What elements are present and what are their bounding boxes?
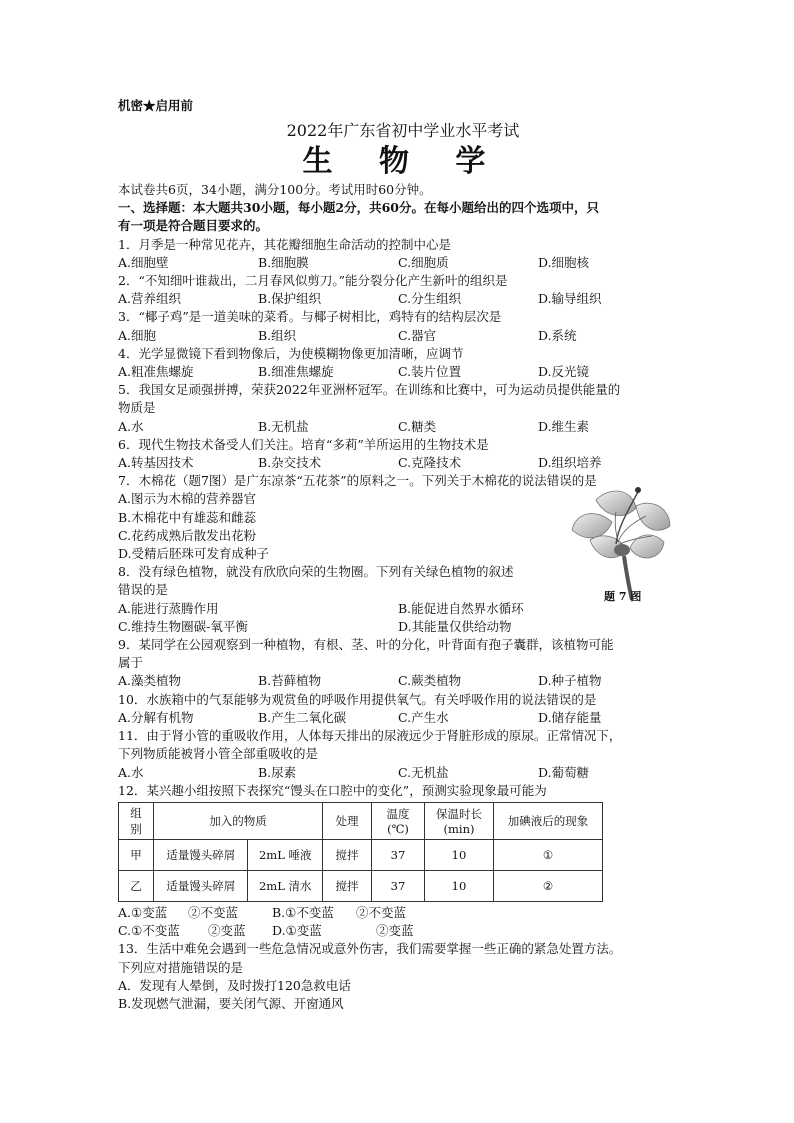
question-8-options-row2 <box>118 618 688 636</box>
option-b: B.①不变蓝 <box>272 904 334 920</box>
question-11-stem: 11．由于肾小管的重吸收作用，人体每天排出的尿液远少于肾脏形成的原尿。正常情况下， <box>118 728 622 744</box>
subject-title: 生 物 学 <box>302 144 504 179</box>
option-b-part2: ②不变蓝 <box>356 904 407 920</box>
table-cell: ② <box>494 870 603 901</box>
question-2-stem: 2．“不知细叶谁裁出，二月春风似剪刀。”能分裂分化产生新叶的组织是 <box>118 273 508 289</box>
option-c: C.器官 <box>398 327 437 343</box>
question-1-stem: 1．月季是一种常见花卉，其花瓣细胞生命活动的控制中心是 <box>118 236 451 252</box>
petal <box>572 514 612 538</box>
experiment-table <box>118 802 603 902</box>
table-cell: 适量馒头碎屑 <box>154 870 248 901</box>
option-d-part2: ②变蓝 <box>376 923 414 939</box>
question-5-stem-cont: 物质是 <box>118 400 156 416</box>
table-cell: ① <box>494 839 603 870</box>
question-11-options <box>118 764 688 782</box>
option-a: A.①变蓝 <box>118 904 168 920</box>
question-5-stem: 5．我国女足顽强拼搏，荣获2022年亚洲杯冠军。在训练和比赛中，可为运动员提供能量的 <box>118 382 621 398</box>
option-b: B.产生二氧化碳 <box>258 709 347 725</box>
question-7-option-c: C.花药成熟后散发出花粉 <box>118 527 257 543</box>
option-c: C.克隆技术 <box>398 455 462 471</box>
question-7-option-b: B.木棉花中有雄蕊和雌蕊 <box>118 509 257 525</box>
option-a: A.转基因技术 <box>118 455 194 471</box>
option-d: D.①变蓝 <box>272 923 322 939</box>
section-heading: 一、选择题：本大题共30小题，每小题2分，共60分。在每小题给出的四个选项中，只 <box>118 200 599 216</box>
option-a: A.细胞壁 <box>118 254 169 270</box>
question-3-options <box>118 327 688 345</box>
option-a: A.粗准焦螺旋 <box>118 364 194 380</box>
question-13-option-a: A．发现有人晕倒，及时拨打120急救电话 <box>118 977 351 993</box>
question-6-stem: 6．现代生物技术备受人们关注。培育“多莉”羊所运用的生物技术是 <box>118 436 489 452</box>
option-d: D.细胞核 <box>538 254 590 270</box>
kapok-flower-illustration <box>566 478 674 604</box>
question-7-option-a: A.图示为木棉的营养器官 <box>118 491 257 507</box>
option-c: C.糖类 <box>398 418 437 434</box>
option-a: A.分解有机物 <box>118 709 194 725</box>
question-13-stem-cont: 下列应对措施错误的是 <box>118 959 244 975</box>
table-header-temperature: 温度 (℃) <box>372 802 425 839</box>
table-header-treatment: 处理 <box>323 802 372 839</box>
question-7-stem: 7．木棉花（题7图）是广东凉茶“五花茶”的原料之一。下列关于木棉花的说法错误的是 <box>118 473 597 489</box>
exam-intro: 本试卷共6页，34小题，满分100分。考试用时60分钟。 <box>118 182 432 197</box>
question-6-options <box>118 454 688 472</box>
petal <box>596 491 636 516</box>
option-c: C.产生水 <box>398 709 449 725</box>
option-b: B.无机盐 <box>258 418 309 434</box>
option-d: D.维生素 <box>538 418 590 434</box>
option-b: B.组织 <box>258 327 297 343</box>
question-10-options <box>118 709 688 727</box>
petal <box>636 503 670 530</box>
option-d: D.葡萄糖 <box>538 764 590 780</box>
option-c: C.细胞质 <box>398 254 449 270</box>
section-heading-cont: 有一项是符合题目要求的。 <box>118 218 269 234</box>
option-c: C.蕨类植物 <box>398 673 462 689</box>
option-d: D.反光镜 <box>538 364 590 380</box>
exam-title: 2022年广东省初中学业水平考试 <box>286 121 520 140</box>
option-c: C.装片位置 <box>398 364 462 380</box>
option-d: D.储存能量 <box>538 709 602 725</box>
table-cell: 适量馒头碎屑 <box>154 839 248 870</box>
table-cell: 搅拌 <box>323 870 372 901</box>
table-header-result: 加碘液后的现象 <box>494 802 603 839</box>
question-13-stem: 13．生活中难免会遇到一些危急情况或意外伤害，我们需要掌握一些正确的紧急处置方法。 <box>118 941 622 957</box>
question-8-stem-cont: 错误的是 <box>118 582 169 598</box>
table-header-row <box>119 802 603 839</box>
table-cell: 2mL 清水 <box>248 870 323 901</box>
question-13-option-b: B.发现燃气泄漏，要关闭气源、开窗通风 <box>118 995 344 1011</box>
option-d: D.其能量仅供给动物 <box>398 618 512 634</box>
option-d: D.种子植物 <box>538 673 602 689</box>
option-b: B.细准焦螺旋 <box>258 364 334 380</box>
question-12-stem: 12．某兴趣小组按照下表探究“馒头在口腔中的变化”，预测实验现象最可能为 <box>118 782 547 798</box>
question-11-stem-cont: 下列物质能被肾小管全部重吸收的是 <box>118 746 319 762</box>
question-8-stem: 8．没有绿色植物，就没有欣欣向荣的生物圈。下列有关绿色植物的叙述 <box>118 564 514 580</box>
question-4-stem: 4．光学显微镜下看到物像后，为使模糊物像更加清晰，应调节 <box>118 345 464 361</box>
calyx <box>614 544 630 556</box>
table-cell: 10 <box>425 870 494 901</box>
table-cell: 甲 <box>119 839 154 870</box>
option-a: A.能进行蒸腾作用 <box>118 600 219 616</box>
question-9-stem-cont: 属于 <box>118 655 144 671</box>
option-d: D.组织培养 <box>538 455 602 471</box>
table-cell: 乙 <box>119 870 154 901</box>
table-header-substance: 加入的物质 <box>154 802 323 839</box>
table-cell: 10 <box>425 839 494 870</box>
question-12-options-row2 <box>118 922 688 940</box>
option-a-part2: ②不变蓝 <box>188 904 239 920</box>
question-10-stem: 10．水族箱中的气泵能够为观赏鱼的呼吸作用提供氧气。有关呼吸作用的说法错误的是 <box>118 691 597 707</box>
option-a: A.水 <box>118 418 144 434</box>
question-2-options <box>118 290 688 308</box>
question-9-stem: 9．某同学在公园观察到一种植物，有根、茎、叶的分化，叶背面有孢子囊群，该植物可能 <box>118 637 614 653</box>
option-c: C.维持生物圈碳-氧平衡 <box>118 618 248 634</box>
table-row <box>119 870 603 901</box>
question-12-options-row1 <box>118 904 688 922</box>
petal <box>630 535 664 558</box>
option-a: A.藻类植物 <box>118 673 182 689</box>
stigma <box>635 487 641 493</box>
option-b: B.能促进自然界水循环 <box>398 600 524 616</box>
option-d: D.输导组织 <box>538 291 602 307</box>
option-c: C.分生组织 <box>398 291 462 307</box>
question-9-options <box>118 672 688 690</box>
option-b: B.细胞膜 <box>258 254 309 270</box>
question-5-options <box>118 418 688 436</box>
confidential-mark: 机密★启用前 <box>118 98 194 113</box>
table-cell: 2mL 唾液 <box>248 839 323 870</box>
option-b: B.杂交技术 <box>258 455 322 471</box>
table-cell: 37 <box>372 839 425 870</box>
question-3-stem: 3．“椰子鸡”是一道美味的菜肴。与椰子树相比，鸡特有的结构层次是 <box>118 309 502 325</box>
table-header-group: 组 别 <box>119 802 154 839</box>
figure-caption: 题 7 图 <box>604 590 642 603</box>
table-row <box>119 839 603 870</box>
option-a: A.细胞 <box>118 327 157 343</box>
option-a: A.水 <box>118 764 144 780</box>
question-7-option-d: D.受精后胚珠可发育成种子 <box>118 546 270 562</box>
option-b: B.苔藓植物 <box>258 673 322 689</box>
option-c: C.①不变蓝 <box>118 923 180 939</box>
question-4-options <box>118 363 688 381</box>
question-1-options <box>118 254 688 272</box>
option-d: D.系统 <box>538 327 577 343</box>
option-c-part2: ②变蓝 <box>208 923 246 939</box>
table-cell: 搅拌 <box>323 839 372 870</box>
table-cell: 37 <box>372 870 425 901</box>
table-header-duration: 保温时长 (min) <box>425 802 494 839</box>
option-b: B.保护组织 <box>258 291 322 307</box>
option-b: B.尿素 <box>258 764 297 780</box>
option-c: C.无机盐 <box>398 764 449 780</box>
option-a: A.营养组织 <box>118 291 182 307</box>
